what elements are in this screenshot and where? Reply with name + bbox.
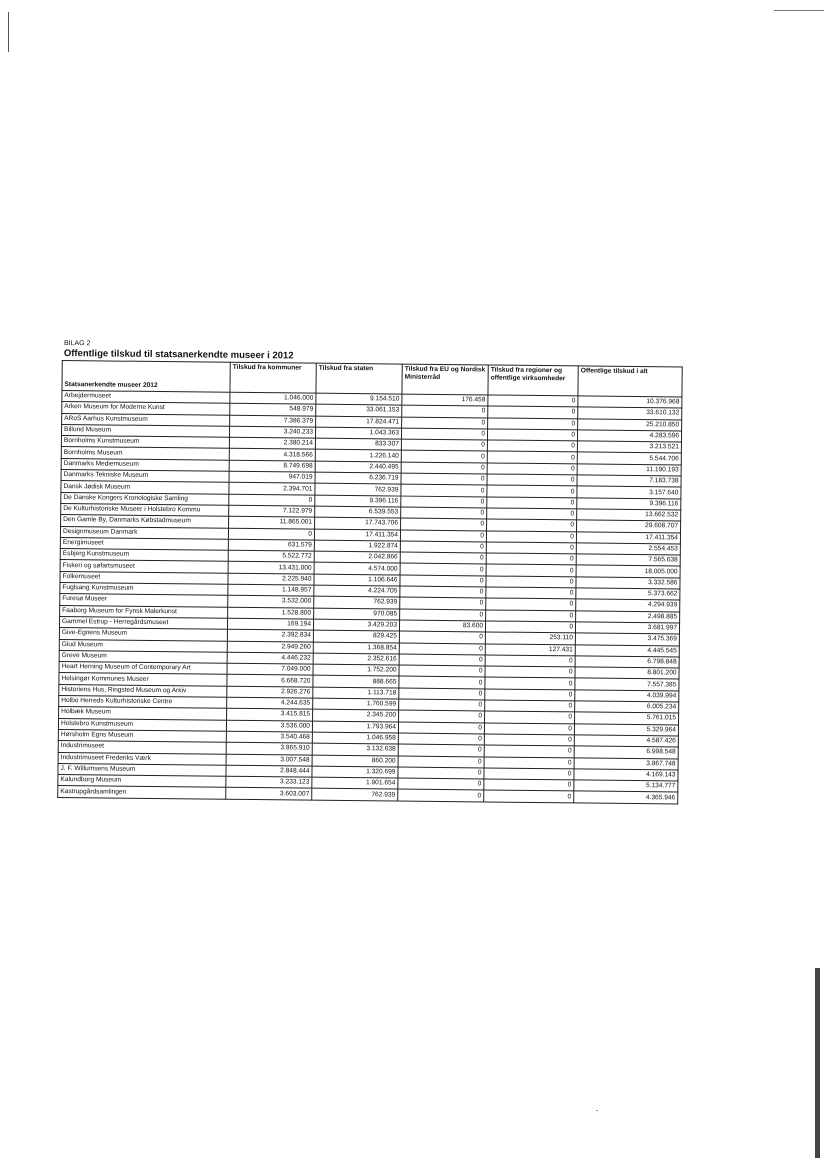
museum-name-cell: Energimuseet xyxy=(60,537,228,550)
regional-subsidy-cell: 0 xyxy=(485,666,575,678)
state-subsidy-cell: 829.425 xyxy=(313,630,399,642)
scan-edge-mark xyxy=(815,968,820,1158)
municipal-subsidy-cell: 2.848.444 xyxy=(226,765,312,777)
eu-subsidy-cell: 0 xyxy=(399,631,485,643)
state-subsidy-cell: 1.793.964 xyxy=(312,721,398,733)
eu-subsidy-cell: 176.458 xyxy=(402,394,488,406)
municipal-subsidy-cell: 3.865.910 xyxy=(226,742,312,754)
museum-name-cell: Furesø Museer xyxy=(60,594,228,607)
eu-subsidy-cell: 0 xyxy=(401,439,487,451)
eu-subsidy-cell: 0 xyxy=(401,473,487,485)
scan-edge-mark xyxy=(774,10,824,11)
regional-subsidy-cell: 0 xyxy=(486,542,576,554)
total-subsidy-cell: 5.329.964 xyxy=(574,723,678,735)
regional-subsidy-cell: 0 xyxy=(486,564,576,576)
regional-subsidy-cell: 0 xyxy=(488,395,578,407)
municipal-subsidy-cell: 2.380.214 xyxy=(229,437,315,449)
state-subsidy-cell: 2.440.495 xyxy=(315,461,401,473)
regional-subsidy-cell: 0 xyxy=(485,700,575,712)
eu-subsidy-cell: 0 xyxy=(399,699,485,711)
museum-name-cell: J. F. Willumsens Museum xyxy=(58,763,226,776)
regional-subsidy-cell: 0 xyxy=(484,768,574,780)
museum-name-cell: Billund Museum xyxy=(61,424,229,437)
document-sheet xyxy=(57,340,682,804)
state-subsidy-cell: 1.368.854 xyxy=(313,642,399,654)
state-subsidy-cell: 1.046.958 xyxy=(312,732,398,744)
total-subsidy-cell: 5.761.015 xyxy=(575,712,679,724)
state-subsidy-cell: 17.411.354 xyxy=(314,529,400,541)
regional-subsidy-cell: 0 xyxy=(487,440,577,452)
municipal-subsidy-cell: 8.749.698 xyxy=(229,460,315,472)
municipal-subsidy-cell: 0 xyxy=(229,494,315,506)
regional-subsidy-cell: 0 xyxy=(488,418,578,430)
regional-subsidy-cell: 0 xyxy=(486,531,576,543)
total-subsidy-cell: 2.498.885 xyxy=(576,611,680,623)
column-header-eu: Tilskud fra EU og Nordisk Ministerråd xyxy=(402,364,488,395)
total-subsidy-cell: 6.998.548 xyxy=(574,746,678,758)
total-subsidy-cell: 3.867.748 xyxy=(574,757,678,769)
museum-name-cell: Heart Herning Museum of Contemporary Art xyxy=(59,662,227,675)
municipal-subsidy-cell: 11.865.001 xyxy=(229,517,315,529)
total-subsidy-cell: 8.801.200 xyxy=(575,667,679,679)
total-subsidy-cell: 7.557.385 xyxy=(575,678,679,690)
total-subsidy-cell: 4.587.426 xyxy=(574,735,678,747)
eu-subsidy-cell: 0 xyxy=(402,405,488,417)
museum-name-cell: De Danske Kongers Kronologiske Samling xyxy=(61,492,229,505)
total-subsidy-cell: 5.134.777 xyxy=(574,780,678,792)
regional-subsidy-cell: 0 xyxy=(488,406,578,418)
state-subsidy-cell: 2.352.616 xyxy=(313,653,399,665)
state-subsidy-cell: 6.539.553 xyxy=(315,506,401,518)
eu-subsidy-cell: 0 xyxy=(398,756,484,768)
regional-subsidy-cell: 0 xyxy=(486,598,576,610)
museum-name-cell: De Kulturhistoriske Museer i Holstebro Kommu xyxy=(61,503,229,516)
regional-subsidy-cell: 0 xyxy=(487,519,577,531)
municipal-subsidy-cell: 6.668.720 xyxy=(227,675,313,687)
museum-subsidy-table xyxy=(57,360,683,804)
eu-subsidy-cell: 0 xyxy=(401,518,487,530)
total-subsidy-cell: 4.283.596 xyxy=(577,430,681,442)
municipal-subsidy-cell: 0 xyxy=(228,528,314,540)
state-subsidy-cell: 17.824.471 xyxy=(316,416,402,428)
municipal-subsidy-cell: 4.318.566 xyxy=(229,449,315,461)
municipal-subsidy-cell: 2.926.276 xyxy=(227,686,313,698)
state-subsidy-cell: 3.429.203 xyxy=(313,619,399,631)
column-header-total: Offentlige tilskud i alt xyxy=(578,366,682,397)
eu-subsidy-cell: 0 xyxy=(401,451,487,463)
museum-name-cell: Faaborg Museum for Fynsk Malerkunst xyxy=(60,605,228,618)
municipal-subsidy-cell: 3.536.000 xyxy=(226,720,312,732)
eu-subsidy-cell: 0 xyxy=(400,564,486,576)
regional-subsidy-cell: 0 xyxy=(484,779,574,791)
municipal-subsidy-cell: 2.392.834 xyxy=(227,629,313,641)
municipal-subsidy-cell: 3.007.548 xyxy=(226,754,312,766)
eu-subsidy-cell: 0 xyxy=(400,530,486,542)
eu-subsidy-cell: 0 xyxy=(398,722,484,734)
regional-subsidy-cell: 0 xyxy=(484,734,574,746)
state-subsidy-cell: 6.236.719 xyxy=(315,472,401,484)
museum-name-cell: Fiskeri og søfartsmuseet xyxy=(60,560,228,573)
museum-name-cell: Greve Museum xyxy=(59,650,227,663)
regional-subsidy-cell: 0 xyxy=(484,723,574,735)
total-subsidy-cell: 4.445.545 xyxy=(575,644,679,656)
state-subsidy-cell: 1.226.140 xyxy=(315,450,401,462)
municipal-subsidy-cell: 7.386.379 xyxy=(230,415,316,427)
regional-subsidy-cell: 0 xyxy=(485,677,575,689)
museum-name-cell: Industrimuseet xyxy=(58,741,226,754)
total-subsidy-cell: 11.190.193 xyxy=(577,464,681,476)
total-subsidy-cell: 6.005.234 xyxy=(575,701,679,713)
eu-subsidy-cell: 0 xyxy=(400,541,486,553)
municipal-subsidy-cell: 947.019 xyxy=(229,471,315,483)
regional-subsidy-cell: 0 xyxy=(486,610,576,622)
eu-subsidy-cell: 0 xyxy=(398,789,484,801)
eu-subsidy-cell: 0 xyxy=(399,710,485,722)
municipal-subsidy-cell: 2.225.940 xyxy=(228,573,314,585)
municipal-subsidy-cell: 13.431.000 xyxy=(228,562,314,574)
museum-name-cell: ARoS Aarhus Kunstmuseum xyxy=(62,413,230,426)
museum-name-cell: Designmuseum Danmark xyxy=(60,526,228,539)
museum-name-cell: Dansk Jødisk Museum xyxy=(61,481,229,494)
state-subsidy-cell: 9.396.116 xyxy=(315,495,401,507)
museum-name-cell: Helsingør Kommunes Museer xyxy=(59,673,227,686)
state-subsidy-cell: 17.743.706 xyxy=(315,517,401,529)
municipal-subsidy-cell: 3.603.007 xyxy=(226,788,312,800)
museum-name-cell: Arken Museum for Moderne Kunst xyxy=(62,402,230,415)
regional-subsidy-cell: 0 xyxy=(487,463,577,475)
state-subsidy-cell: 1.113.718 xyxy=(313,687,399,699)
regional-subsidy-cell: 127.431 xyxy=(485,643,575,655)
state-subsidy-cell: 762.939 xyxy=(312,789,398,801)
total-subsidy-cell: 3.681.997 xyxy=(575,622,679,634)
eu-subsidy-cell: 0 xyxy=(400,575,486,587)
regional-subsidy-cell: 0 xyxy=(487,474,577,486)
eu-subsidy-cell: 0 xyxy=(401,428,487,440)
column-header-state: Tilskud fra staten xyxy=(316,363,402,394)
total-subsidy-cell: 9.396.116 xyxy=(577,498,681,510)
regional-subsidy-cell: 0 xyxy=(487,451,577,463)
museum-name-cell: Holbo Herreds Kulturhistoriske Centre xyxy=(59,696,227,709)
museum-name-cell: Danmarks Tekniske Museum xyxy=(61,470,229,483)
eu-subsidy-cell: 0 xyxy=(399,654,485,666)
municipal-subsidy-cell: 169.194 xyxy=(227,618,313,630)
document-title: Offentlige tilskud til statsanerkendte museer i 2012 xyxy=(63,348,294,362)
eu-subsidy-cell: 0 xyxy=(399,665,485,677)
municipal-subsidy-cell: 548.979 xyxy=(230,404,316,416)
total-subsidy-cell: 3.475.369 xyxy=(575,633,679,645)
regional-subsidy-cell: 0 xyxy=(487,508,577,520)
eu-subsidy-cell: 0 xyxy=(400,586,486,598)
municipal-subsidy-cell: 3.415.815 xyxy=(227,709,313,721)
museum-name-cell: Historiens Hus, Ringsted Museum og Arkiv xyxy=(59,684,227,697)
municipal-subsidy-cell: 3.532.000 xyxy=(228,596,314,608)
municipal-subsidy-cell: 2.394.701 xyxy=(229,483,315,495)
regional-subsidy-cell: 0 xyxy=(486,576,576,588)
total-subsidy-cell: 13.662.532 xyxy=(577,509,681,521)
municipal-subsidy-cell: 1.528.800 xyxy=(228,607,314,619)
scan-dust xyxy=(596,1110,598,1111)
municipal-subsidy-cell: 7.049.000 xyxy=(227,663,313,675)
museum-name-cell: Folkemuseet xyxy=(60,571,228,584)
state-subsidy-cell: 1.320.699 xyxy=(312,766,398,778)
museum-name-cell: Fuglsang Kunstmuseum xyxy=(60,583,228,596)
municipal-subsidy-cell: 2.949.260 xyxy=(227,641,313,653)
regional-subsidy-cell: 0 xyxy=(487,485,577,497)
regional-subsidy-cell: 0 xyxy=(485,711,575,723)
municipal-subsidy-cell: 3.233.123 xyxy=(226,776,312,788)
state-subsidy-cell: 1.106.646 xyxy=(314,574,400,586)
museum-name-cell: Kalundborg Museum xyxy=(58,775,226,788)
eu-subsidy-cell: 0 xyxy=(400,609,486,621)
state-subsidy-cell: 833.307 xyxy=(315,438,401,450)
regional-subsidy-cell: 0 xyxy=(484,756,574,768)
municipal-subsidy-cell: 4.446.232 xyxy=(227,652,313,664)
museum-name-cell: Gammel Estrup - Herregårdsmuseet xyxy=(59,616,227,629)
total-subsidy-cell: 4.039.994 xyxy=(575,690,679,702)
total-subsidy-cell: 3.213.521 xyxy=(577,441,681,453)
eu-subsidy-cell: 0 xyxy=(398,778,484,790)
state-subsidy-cell: 4.574.000 xyxy=(314,563,400,575)
eu-subsidy-cell: 0 xyxy=(401,496,487,508)
municipal-subsidy-cell: 3.240.233 xyxy=(229,426,315,438)
state-subsidy-cell: 762.939 xyxy=(314,596,400,608)
total-subsidy-cell: 10.376.968 xyxy=(578,396,682,408)
total-subsidy-cell: 4.169.143 xyxy=(574,769,678,781)
eu-subsidy-cell: 0 xyxy=(399,688,485,700)
state-subsidy-cell: 2.345.200 xyxy=(313,709,399,721)
state-subsidy-cell: 4.224.705 xyxy=(314,585,400,597)
eu-subsidy-cell: 83.600 xyxy=(399,620,485,632)
eu-subsidy-cell: 0 xyxy=(400,597,486,609)
column-header-museum: Statsanerkendte museer 2012 xyxy=(62,361,230,393)
regional-subsidy-cell: 0 xyxy=(486,587,576,599)
eu-subsidy-cell: 0 xyxy=(398,733,484,745)
eu-subsidy-cell: 0 xyxy=(399,676,485,688)
museum-name-cell: Bornholms Museum xyxy=(61,447,229,460)
eu-subsidy-cell: 0 xyxy=(398,767,484,779)
state-subsidy-cell: 3.132.638 xyxy=(312,743,398,755)
museum-name-cell: Industrimuseet Frederiks Værk xyxy=(58,752,226,765)
eu-subsidy-cell: 0 xyxy=(399,643,485,655)
museum-name-cell: Bornholms Kunstmuseum xyxy=(61,436,229,449)
regional-subsidy-cell: 0 xyxy=(484,790,574,802)
regional-subsidy-cell: 0 xyxy=(487,497,577,509)
state-subsidy-cell: 1.901.654 xyxy=(312,777,398,789)
state-subsidy-cell: 762.939 xyxy=(315,484,401,496)
eu-subsidy-cell: 0 xyxy=(402,417,488,429)
regional-subsidy-cell: 0 xyxy=(487,429,577,441)
total-subsidy-cell: 7.565.638 xyxy=(576,554,680,566)
municipal-subsidy-cell: 631.579 xyxy=(228,539,314,551)
column-header-regions: Tilskud fra regioner og offentlige virksomheder xyxy=(488,365,578,396)
total-subsidy-cell: 6.798.848 xyxy=(575,656,679,668)
municipal-subsidy-cell: 1.046.000 xyxy=(230,392,316,404)
museum-name-cell: Esbjerg Kunstmuseum xyxy=(60,549,228,562)
total-subsidy-cell: 4.294.939 xyxy=(576,599,680,611)
museum-name-cell: Danmarks Mediemuseum xyxy=(61,458,229,471)
eu-subsidy-cell: 0 xyxy=(401,484,487,496)
state-subsidy-cell: 1.043.363 xyxy=(315,427,401,439)
total-subsidy-cell: 25.210.850 xyxy=(578,418,682,430)
state-subsidy-cell: 888.665 xyxy=(313,676,399,688)
state-subsidy-cell: 860.200 xyxy=(312,755,398,767)
museum-name-cell: Arbejdermuseet xyxy=(62,391,230,404)
museum-name-cell: Den Gamle By, Danmarks Købstadmuseum xyxy=(61,515,229,528)
museum-name-cell: Hørsholm Egns Museum xyxy=(58,729,226,742)
total-subsidy-cell: 17.411.354 xyxy=(576,531,680,543)
appendix-label: BILAG 2 xyxy=(63,340,91,348)
scan-edge-mark xyxy=(8,12,9,52)
total-subsidy-cell: 4.365.946 xyxy=(574,791,678,803)
total-subsidy-cell: 3.157.640 xyxy=(577,486,681,498)
regional-subsidy-cell: 253.110 xyxy=(485,632,575,644)
state-subsidy-cell: 1.760.599 xyxy=(313,698,399,710)
municipal-subsidy-cell: 4.244.635 xyxy=(227,697,313,709)
museum-name-cell: Glud Museum xyxy=(59,639,227,652)
eu-subsidy-cell: 0 xyxy=(401,462,487,474)
state-subsidy-cell: 1.922.874 xyxy=(314,540,400,552)
total-subsidy-cell: 33.610.132 xyxy=(578,407,682,419)
total-subsidy-cell: 18.005.000 xyxy=(576,565,680,577)
state-subsidy-cell: 970.085 xyxy=(314,608,400,620)
total-subsidy-cell: 2.554.453 xyxy=(576,543,680,555)
total-subsidy-cell: 5.373.662 xyxy=(576,588,680,600)
column-header-municipal: Tilskud fra kommuner xyxy=(230,362,316,393)
total-subsidy-cell: 7.183.738 xyxy=(577,475,681,487)
total-subsidy-cell: 29.608.707 xyxy=(577,520,681,532)
regional-subsidy-cell: 0 xyxy=(485,689,575,701)
regional-subsidy-cell: 0 xyxy=(486,553,576,565)
municipal-subsidy-cell: 3.540.468 xyxy=(226,731,312,743)
regional-subsidy-cell: 0 xyxy=(485,621,575,633)
state-subsidy-cell: 9.154.510 xyxy=(316,393,402,405)
museum-name-cell: Give-Egnens Museum xyxy=(59,628,227,641)
state-subsidy-cell: 1.752.200 xyxy=(313,664,399,676)
eu-subsidy-cell: 0 xyxy=(401,507,487,519)
municipal-subsidy-cell: 5.522.772 xyxy=(228,550,314,562)
municipal-subsidy-cell: 1.148.957 xyxy=(228,584,314,596)
state-subsidy-cell: 33.061.153 xyxy=(316,404,402,416)
regional-subsidy-cell: 0 xyxy=(485,655,575,667)
museum-name-cell: Kastrupgårdsamlingen xyxy=(58,786,226,799)
eu-subsidy-cell: 0 xyxy=(398,744,484,756)
municipal-subsidy-cell: 7.122.979 xyxy=(229,505,315,517)
total-subsidy-cell: 5.544.706 xyxy=(577,452,681,464)
museum-name-cell: Holstebro Kunstmuseum xyxy=(58,718,226,731)
state-subsidy-cell: 2.042.866 xyxy=(314,551,400,563)
museum-name-cell: Holbæk Museum xyxy=(59,707,227,720)
regional-subsidy-cell: 0 xyxy=(484,745,574,757)
total-subsidy-cell: 3.332.586 xyxy=(576,577,680,589)
eu-subsidy-cell: 0 xyxy=(400,552,486,564)
